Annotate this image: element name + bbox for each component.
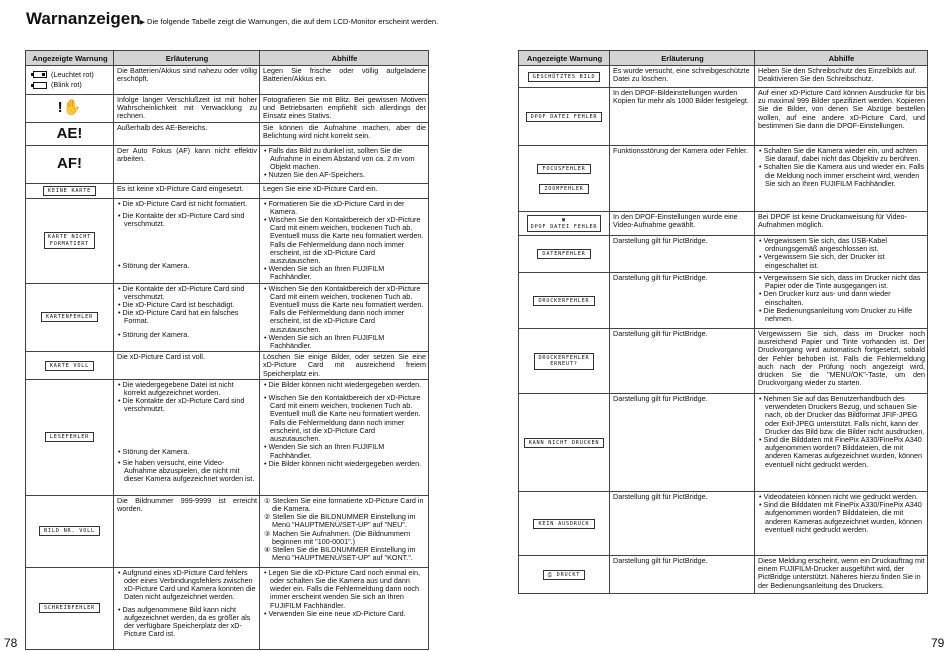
explanation-cell: • Die Kontakte der xD-Picture Card sind verschmutzt. • Die xD-Picture Card ist beschädigt. • Die xD-Picture Card hat ein falsches Format. • Störung der Kamera. xyxy=(114,283,260,352)
battery-empty-icon xyxy=(33,82,47,89)
col-header-warning: Angezeigte Warnung xyxy=(26,51,114,66)
remedy-cell: Legen Sie frische oder völlig aufgeladene Batterien/Akkus ein. xyxy=(260,66,429,95)
remedy-cell: • Nehmen Sie auf das Benutzerhandbuch des verwendeten Druckers Bezug, und schauen Sie nach, ob der Drucker das Bildformat JFIF-JPEG oder Exif-JPEG unterstützt. Falls nicht, kann der Drucker das Bild bzw. die Bilder nicht ausdrucken. • Sind die Bilddaten mit FinePix A330/FinePix A340 aufgenommen worden? Bilddateien, die mit anderen Kameras aufgezeichnet wurden, können eventuell nicht gedruckt werden. xyxy=(755,394,928,492)
remedy-cell: • Videodateien können nicht wie gedruckt werden. • Sind die Bilddaten mit FinePix A330/FinePix A340 aufgenommen worden? Bilddateien, die mit anderen Kameras aufgezeichnet wurden, können eventuell nicht gedruckt werden. xyxy=(755,492,928,556)
table-row xyxy=(519,212,928,236)
table-row xyxy=(26,145,429,183)
remedy-cell: • Vergewissern Sie sich, dass im Drucker nicht das Papier oder die Tinte ausgegangen ist. • Den Drucker kurz aus- und dann wieder einschalten. • Die Bedienungsanleitung vom Drucker zu Hilfe nehmen. xyxy=(755,273,928,329)
remedy-cell: Löschen Sie einige Bilder, oder setzen Sie eine xD-Picture Card mit ausreichend freiem Speicherplatz ein. xyxy=(260,352,429,380)
explanation-cell: Die xD-Picture Card ist voll. xyxy=(114,352,260,380)
lcd-message-cell xyxy=(519,394,610,492)
lcd-message-cell xyxy=(519,556,610,594)
explanation-cell: Infolge langer Verschlußzeit ist mit hoher Wahrscheinlichkeit mit Verwacklung zu rechnen. xyxy=(114,95,260,123)
warning-table-right xyxy=(518,50,928,594)
explanation-cell: Der Auto Fokus (AF) kann nicht effektiv arbeiten. xyxy=(114,145,260,183)
table-header-row xyxy=(519,51,928,66)
table-row xyxy=(519,492,928,556)
shake-warning-cell xyxy=(26,95,114,123)
lcd-message: KANN NICHT DRUCKEN xyxy=(524,438,605,448)
table-row xyxy=(26,198,429,283)
remedy-cell: Fotografieren Sie mit Blitz. Bei gewissen Motiven und Betriebsarten empfiehlt sich allerdings der Einsatz eines Stativs. xyxy=(260,95,429,123)
table-row xyxy=(519,273,928,329)
lcd-message: DATENFEHLER xyxy=(537,249,590,259)
lcd-message: KARTE NICHT FORMATIERT xyxy=(44,232,95,249)
remedy-cell: • Legen Sie die xD-Picture Card noch einmal ein, oder schalten Sie die Kamera aus und dann wieder ein. Falls die Fehlermeldung dann noch immer erscheint wenden Sie sich an Ihren FUJIFILM Fachhändler. • Verwenden Sie eine neue xD-Picture Card. xyxy=(260,567,429,649)
col-header-warning: Angezeigte Warnung xyxy=(519,51,610,66)
remedy-cell: Heben Sie den Schreibschutz des Einzelbilds auf. Deaktivieren Sie den Schreibschutz. xyxy=(755,66,928,88)
explanation-cell: Es wurde versucht, eine schreibgeschützte Datei zu löschen. xyxy=(610,66,755,88)
table-row xyxy=(519,236,928,273)
table-row xyxy=(519,66,928,88)
col-header-remedy: Abhilfe xyxy=(755,51,928,66)
lcd-message-cell xyxy=(519,212,610,236)
lcd-message-cell xyxy=(519,329,610,394)
lcd-message-cell xyxy=(519,146,610,212)
explanation-cell: Darstellung gilt für PictBridge. xyxy=(610,273,755,329)
remedy-cell: ① Stecken Sie eine formatierte xD-Picture Card in die Kamera. ② Stellen Sie die BILDNUMMER Einstellung im Menü "HAUPTMENÜ/SET-UP" auf "NEU". ③ Machen Sie Aufnahmen. (Die Bildnummern beginnen mit "100-0001".) ④ Stellen Sie die BILDNUMMER Einstellung im Menü "HAUPTMENÜ/SET-UP" auf "KONT.". xyxy=(260,495,429,567)
battery-low-icon xyxy=(33,71,47,78)
lcd-message: ▣ DPOF DATEI FEHLER xyxy=(527,215,602,232)
remedy-cell: • Falls das Bild zu dunkel ist, sollten Sie die Aufnahme in einem Abstand von ca. 2 m vom Objekt machen. • Nutzen Sie den AF-Speichers. xyxy=(260,145,429,183)
ae-warning-icon: AE! xyxy=(56,124,83,142)
battery-blink-label: (Blink rot) xyxy=(51,80,82,89)
lcd-message-cell xyxy=(519,492,610,556)
lcd-message-cell xyxy=(519,273,610,329)
lcd-message-cell xyxy=(26,283,114,352)
col-header-explanation: Erläuterung xyxy=(610,51,755,66)
ae-warning-cell xyxy=(26,122,114,145)
explanation-cell: Darstellung gilt für PictBridge. xyxy=(610,556,755,594)
table-row xyxy=(26,95,429,123)
col-header-remedy: Abhilfe xyxy=(260,51,429,66)
battery-warning-cell xyxy=(26,66,114,95)
explanation-cell: Die Batterien/Akkus sind nahezu oder völlig erschöpft. xyxy=(114,66,260,95)
lcd-message: KARTE VOLL xyxy=(45,361,94,371)
explanation-cell: In den DPOF-Bildeinstellungen wurden Kopien für mehr als 1000 Bilder festgelegt. xyxy=(610,88,755,146)
remedy-cell: Sie können die Aufnahme machen, aber die Belichtung wird nicht korrekt sein. xyxy=(260,122,429,145)
explanation-cell: • Aufgrund eines xD-Picture Card fehlers oder eines Verbindungsfehlers zwischen xD-Picture Card und Kamera konnten die Daten nicht aufgezeichnet werden. • Das aufgenommene Bild kann nicht aufgezeichnet werden, da es größer als der verfügbare Speicherplatz der xD-Picture Card ist. xyxy=(114,567,260,649)
remedy-cell: • Die Bilder können nicht wiedergegeben werden. • Wischen Sie den Kontaktbereich der xD-Picture Card mit einem weichen, trockenen Tuch ab. Eventuell muß die Karte neu formatiert werden. Falls die Fehlermeldung dann noch immer erscheint, ist die xD-Picture Card auszutauschen. • Wenden Sie sich an Ihren FUJIFILM Fachhändler. • Die Bilder können nicht wiedergegeben werden. xyxy=(260,379,429,495)
lcd-message-cell xyxy=(26,567,114,649)
table-row xyxy=(519,394,928,492)
table-row xyxy=(519,146,928,212)
remedy-cell: Diese Meldung erscheint, wenn ein Druckauftrag mit einem FUJIFILM-Drucker ausgeführt wird, der PictBridge unterstützt. Näheres hierzu finden Sie in der Bedienungsanleitung des Druckers. xyxy=(755,556,928,594)
lcd-message-cell xyxy=(519,236,610,273)
video-icon: ▣ xyxy=(562,217,566,223)
lcd-message-cell xyxy=(26,379,114,495)
explanation-cell: • Die xD-Picture Card ist nicht formatiert. • Die Kontakte der xD-Picture Card sind verschmutzt. • Störung der Kamera. xyxy=(114,198,260,283)
table-header-row xyxy=(26,51,429,66)
explanation-cell: Funktionsstörung der Kamera oder Fehler. xyxy=(610,146,755,212)
table-row xyxy=(26,567,429,649)
hand-icon: ✋ xyxy=(62,99,82,117)
lcd-message-cell xyxy=(26,352,114,380)
remedy-cell: Legen Sie eine xD-Picture Card ein. xyxy=(260,183,429,198)
af-warning-cell xyxy=(26,145,114,183)
printer-icon: ⎙ xyxy=(547,571,557,578)
explanation-cell: Es ist keine xD-Picture Card eingesetzt. xyxy=(114,183,260,198)
explanation-cell: • Die wiedergegebene Datei ist nicht korrekt aufgezeichnet worden. • Die Kontakte der xD-Picture Card sind verschmutzt. • Störung der Kamera. • Sie haben versucht, eine Video-Aufnahme abzuspielen, die nicht mit dieser Kamera aufgezeichnet worden ist. xyxy=(114,379,260,495)
lcd-message: DRUCKERFEHLER ERNEUT? xyxy=(534,353,593,370)
page-title: Warnanzeigen xyxy=(26,9,141,28)
remedy-cell: • Formatieren Sie die xD-Picture Card in der Kamera. • Wischen Sie den Kontaktbereich der xD-Picture Card mit einem weichen, trockenen Tuch ab. Eventuell muss die Karte neu formatiert werden. Falls die Fehlermeldung dann noch immer erscheint, ist die xD-Picture Card auszutauschen. • Wenden Sie sich an Ihren FUJIFILM Fachhändler. xyxy=(260,198,429,283)
remedy-cell: Bei DPOF ist keine Druckanweisung für Video-Aufnahmen möglich. xyxy=(755,212,928,236)
lcd-message: ⎙ DRUCKT xyxy=(543,570,585,580)
lcd-message: LESEFEHLER xyxy=(45,432,94,442)
page-number-left: 78 xyxy=(4,636,18,650)
table-row xyxy=(26,379,429,495)
lcd-message: KEIN AUSDRUCK xyxy=(533,519,594,529)
table-row xyxy=(519,88,928,146)
explanation-cell: Die Bildnummer 999-9999 ist erreicht worden. xyxy=(114,495,260,567)
lcd-message-cell xyxy=(26,198,114,283)
explanation-cell: Darstellung gilt für PictBridge. xyxy=(610,394,755,492)
table-row xyxy=(26,283,429,352)
intro-text: ▶ Die folgende Tabelle zeigt die Warnungen, die auf dem LCD-Monitor erscheint werden. xyxy=(140,17,438,27)
explanation-cell: In den DPOF-Einstellungen wurde eine Video-Aufnahme gewählt. xyxy=(610,212,755,236)
warning-table-left xyxy=(25,50,429,650)
table-row xyxy=(519,556,928,594)
lcd-message-cell xyxy=(519,66,610,88)
table-row xyxy=(26,495,429,567)
explanation-cell: Außerhalb des AE-Bereichs. xyxy=(114,122,260,145)
remedy-cell: Vergewissern Sie sich, dass im Drucker noch ausreichend Papier und Tinte vorhanden ist. Der Druckvorgang wird automatisch fortgesetzt, sobald der Fehler behoben ist. Falls die Fehlermeldung auch nach der Prüfung noch angezeigt wird, drücken Sie die "MENU/OK"-Taste, um den Druckvorgang wieder zu starten. xyxy=(755,329,928,394)
camera-shake-icon: ! xyxy=(57,99,63,117)
lcd-message: BILD NR. VOLL xyxy=(39,526,100,536)
explanation-cell: Darstellung gilt für PictBridge. xyxy=(610,492,755,556)
lcd-message: SCHREIBFEHLER xyxy=(39,603,100,613)
col-header-explanation: Erläuterung xyxy=(114,51,260,66)
table-row xyxy=(26,183,429,198)
af-warning-icon: AF! xyxy=(57,155,82,173)
table-row xyxy=(519,329,928,394)
table-row xyxy=(26,352,429,380)
battery-lit-label: (Leuchtet rot) xyxy=(51,69,94,79)
remedy-cell: • Schalten Sie die Kamera wieder ein, und achten Sie darauf, dabei nicht das Objektiv zu berühren. • Schalten Sie die Kamera aus und wieder ein. Falls die Meldung noch immer erscheint wird, wenden Sie sich an Ihren FUJIFILM Fachhändler. xyxy=(755,146,928,212)
lcd-message: DRUCKERFEHLER xyxy=(533,296,594,306)
lcd-message: FOCUSFEHLER xyxy=(537,164,590,174)
explanation-cell: Darstellung gilt für PictBridge. xyxy=(610,329,755,394)
remedy-cell: • Wischen Sie den Kontaktbereich der xD-Picture Card mit einem weichen, trockenen Tuch ab. Eventuell muss die Karte neu formatiert werden. Falls die Fehlermeldung dann noch immer erscheint, ist die xD-Picture Card auszutauschen. • Wenden Sie sich an Ihren FUJIFILM Fachhändler. xyxy=(260,283,429,352)
lcd-message: GESCHÜTZTES BILD xyxy=(528,72,601,82)
explanation-cell: Darstellung gilt für PictBridge. xyxy=(610,236,755,273)
lcd-message: ZOOMFEHLER xyxy=(539,184,588,194)
lcd-message: KEINE KARTE xyxy=(43,186,96,196)
lcd-message: DPOF DATEI FEHLER xyxy=(526,112,603,122)
page-number-right: 79 xyxy=(931,636,945,650)
lcd-message-cell xyxy=(519,88,610,146)
lcd-message: KARTENFEHLER xyxy=(41,312,98,322)
remedy-cell: • Vergewissern Sie sich, das USB-Kabel ordnungsgemäß angeschlossen ist. • Vergewissern Sie sich, der Drucker ist eingeschaltet ist. xyxy=(755,236,928,273)
lcd-message-cell xyxy=(26,183,114,198)
lcd-message-cell xyxy=(26,495,114,567)
table-row xyxy=(26,66,429,95)
table-row xyxy=(26,122,429,145)
remedy-cell: Auf einer xD-Picture Card können Ausdrucke für bis zu maximal 999 Bilder spezifiziert werden. Kopieren Sie die Bilder, von denen Sie Abzüge bestellen wollen, auf eine andere xD-Picture Card, und bestimmen Sie dann die DPOF-Einstellungen. xyxy=(755,88,928,146)
